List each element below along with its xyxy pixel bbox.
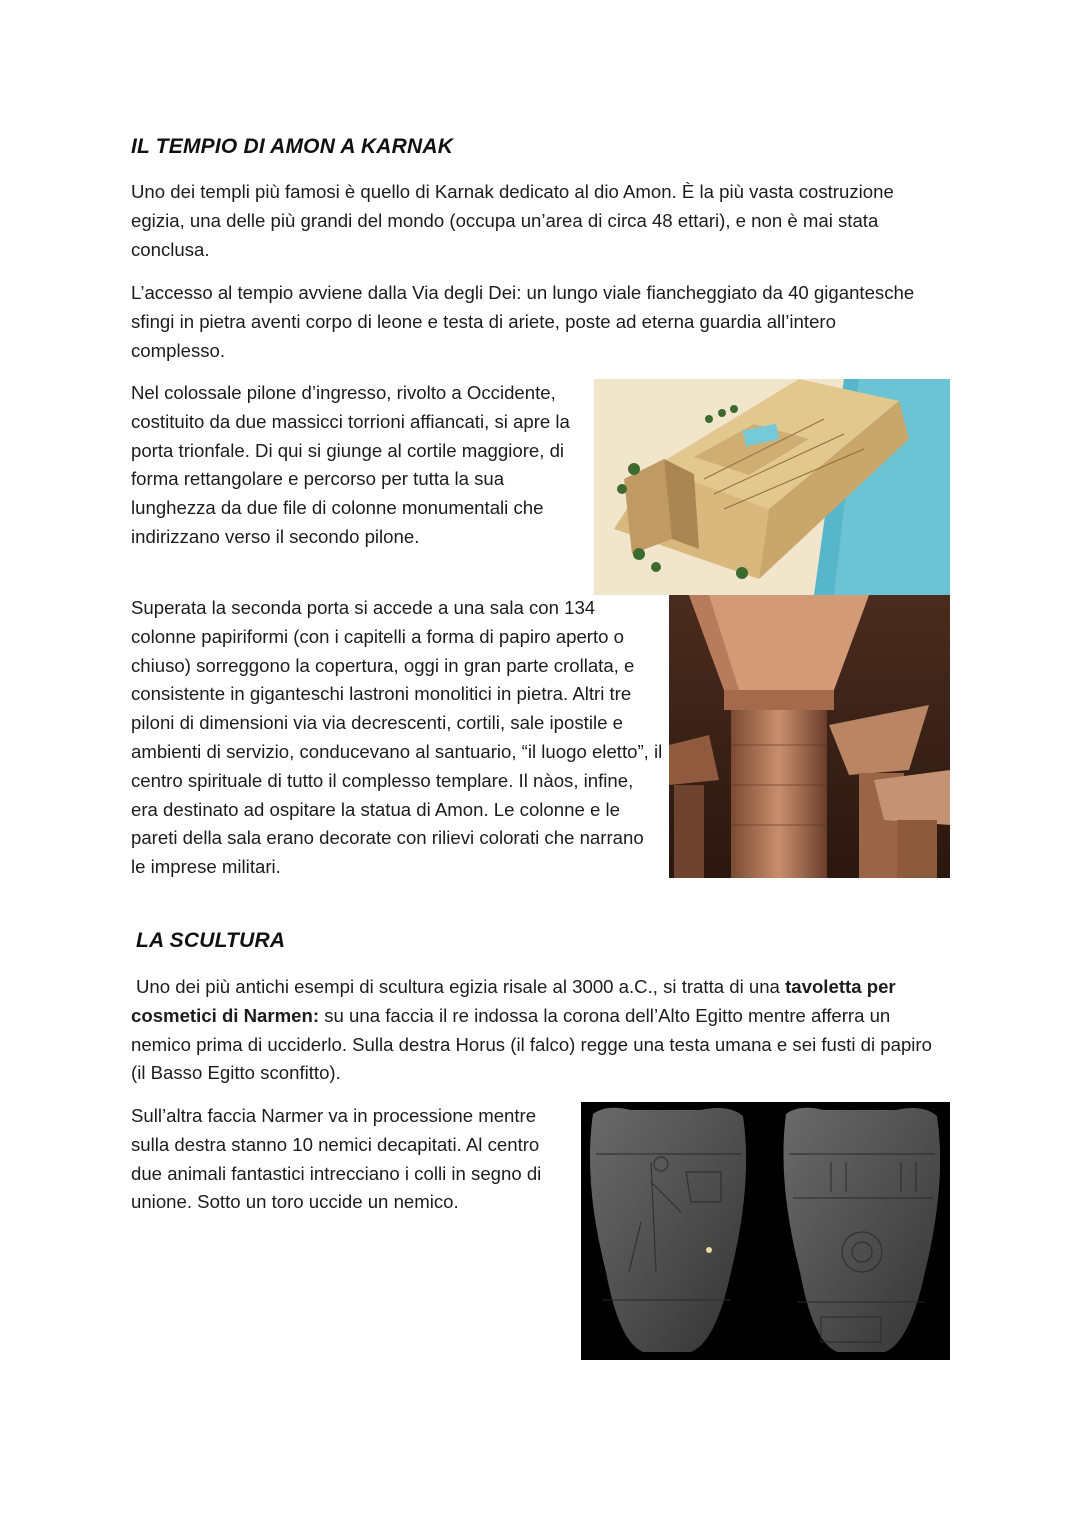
paragraph-via-degli-dei: L’accesso al tempio avviene dalla Via degli Dei: un lungo viale fiancheggiato da 40 gigantesche sfingi in pietra aventi corpo di leone e testa di ariete, poste ad eterna guardia all’intero complesso. xyxy=(131,282,915,361)
paragraph-tavoletta-narmen xyxy=(131,973,951,1088)
section-title-scultura: LA SCULTURA xyxy=(136,929,286,952)
section-title-karnak: IL TEMPIO DI AMON A KARNAK xyxy=(131,135,454,158)
papyriform-column-photo xyxy=(669,595,950,878)
karnak-temple-illustration xyxy=(594,379,950,595)
tavoletta-highlight: tavoletta per cosmetici di Narmen: xyxy=(131,976,896,1026)
paragraph-pilone-ingresso: Nel colossale pilone d’ingresso, rivolto a Occidente, costituito da due massicci torrioni affiancati, si apre la porta trionfale. Di qui si giunge al cortile maggiore, di forma rettangolare e percorso per tutta la sua lunghezza da due file di colonne monumentali che indirizzano verso il secondo pilone. xyxy=(131,382,570,547)
tavoletta-text-start: Uno dei più antichi esempi di scultura egizia risale al 3000 a.C., si tratta di una xyxy=(136,976,786,997)
narmer-palette-photo xyxy=(581,1102,950,1360)
paragraph-sala-colonne: Superata la seconda porta si accede a una sala con 134 colonne papiriformi (con i capitelli a forma di papiro aperto o chiuso) sorreggono la copertura, oggi in gran parte crollata, e consistente in giganteschi lastroni monolitici in pietra. Altri tre piloni di dimensioni via via decrescenti, cortili, sale ipostile e ambienti di servizio, conducevano al santuario, “il luogo eletto”, il centro spirituale di tutto il complesso templare. Il nàos, infine, era destinato ad ospitare la statua di Amon. Le colonne e le pareti della sala erano decorate con rilievi colorati che narrano le imprese militari. xyxy=(131,597,663,878)
paragraph-altra-faccia: Sull’altra faccia Narmer va in processione mentre sulla destra stanno 10 nemici decapitati. Al centro due animali fantastici intrecciano i colli in segno di unione. Sotto un toro uccide un nemico. xyxy=(131,1105,542,1213)
paragraph-karnak-intro: Uno dei templi più famosi è quello di Karnak dedicato al dio Amon. È la più vasta costruzione egizia, una delle più grandi del mondo (occupa un’area di circa 48 ettari), e non è mai stata conclusa. xyxy=(131,181,894,260)
tavoletta-text-end: su una faccia il re indossa la corona dell’Alto Egitto mentre afferra un nemico prima di ucciderlo. Sulla destra Horus (il falco) regge una testa umana e sei fusti di papiro (il Basso Egitto sconfitto). xyxy=(131,1004,932,1084)
